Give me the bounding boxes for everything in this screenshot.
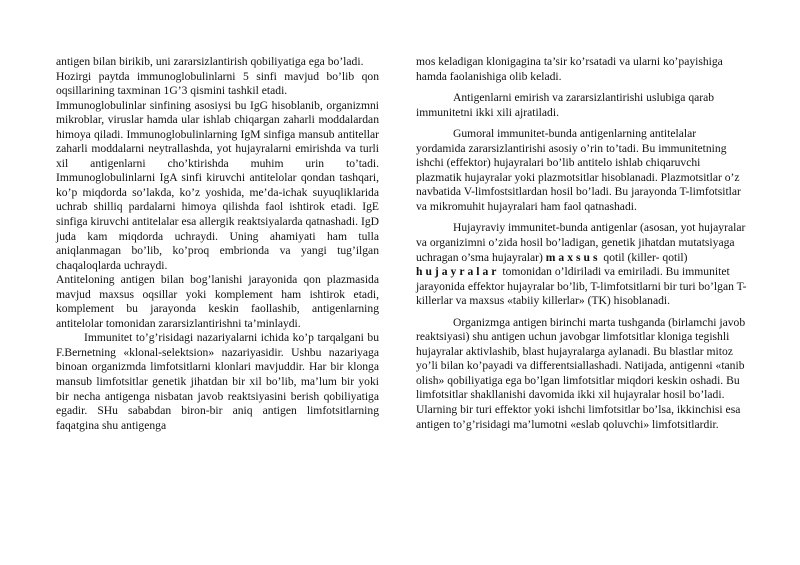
left-paragraph-4: Antiteloning antigen bilan bog’lanishi jarayonida qon plazmasida mavjud maxsus oqsillar yoki komplement ham ishtirok etadi, komplement bu jarayonda keskin faollashib, antigenlarning antitelolar tomonidan zararsizlantirishni ta’minlaydi. xyxy=(56,273,379,330)
left-paragraph-5: Immunitet to’g’risidagi nazariyalarni ichida ko’p tarqalgani bu F.Bernetning «klonal-selektsion» nazariyasidir. Ushbu nazariyaga binoan organizmda limfotsitlarni klonlari mavjuddir. Har bir klonga mansub limfotsitlar genetik jihatdan bir xil bo’lib, ma’lum bir yoki bir necha antigenga nisbatan javob reaktsiyasini berish qobiliyatiga egadir. SHu sababdan biron-bir aniq antigen limfotsitlarning faqatgina shu antigenga xyxy=(56,331,379,432)
right-paragraph-2: Antigenlarni emirish va zararsizlantirishi uslubiga qarab immunitetni ikki xili ajratiladi. xyxy=(416,91,715,119)
right-paragraph-4-part-a: Hujayraviy immunitet-bunda antigenlar (asosan, yot hujayralar va organizimni o’zida hosil bo’ladigan, genetik jihatdan mutatsiyaga uchragan o’sma hujayralar) xyxy=(416,221,746,264)
right-paragraph-4-part-e: tomonidan o’ldiriladi va emiriladi. Bu immunitet jarayonida effektor hujayralar bo’lib, T-limfotsitlarni bir turi bo’lgan T-killerlar va maxsus «tabiiy killerlar» (TK) hisoblanadi. xyxy=(416,265,747,308)
right-paragraph-3: Gumoral immunitet-bunda antigenlarning antitelalar yordamida zararsizlantirishi asosiy o’rin to’tadi. Bu immunitetning ishchi (effektor) hujayralari bo’lib antitelo ishlab chiqaruvchi plazmatik hujayralar yoki plazmotsitlar hisoblanadi. Plazmotsitlar o’z navbatida V-limfostsitlardan hosil bo’ladi. Bu jarayonda T-limfotsitlar va mikromuhit hujayralari ham faol qatnashadi. xyxy=(416,127,741,213)
spaced-term-hujayralar: hujayralar xyxy=(416,265,500,279)
left-paragraph-2: Hozirgi paytda immunoglobulinlarni 5 sinfi mavjud bo’lib qon oqsillarining taxminan 1G’3 qismini tashkil etadi. xyxy=(56,69,379,98)
right-paragraph-4-part-c: qotil (killer- qotil) xyxy=(603,250,688,264)
right-column xyxy=(416,55,747,432)
left-paragraph-1: antigen bilan birikib, uni zararsizlantirish qobiliyatiga ega bo’ladi. xyxy=(56,55,364,68)
left-column xyxy=(56,55,379,433)
right-paragraph-4 xyxy=(416,221,747,308)
right-paragraph-1: mos keladigan klonigagina ta’sir ko’rsatadi va ularni ko’payishiga hamda faolanishiga olib keladi. xyxy=(416,55,723,83)
spaced-term-maxsus: maxsus xyxy=(545,250,601,264)
left-paragraph-3: Immunoglobulinlar sinfining asosiysi bu IgG hisoblanib, organizmni mikroblar, viruslar hamda ular ishlab chiqargan zaharli moddalardan himoya qiladi. Immunoglobulinlarning IgM sinfiga mansub antitellar zaharli moddalarni neytrallashda, yot hujayralarni emirishda va turli xil antigenlarni cho’ktirishda muhim urin to’tadi. Immunoglobulinlarni IgA sinfi kiruvchi antitelolar qondan tashqari, ko’p miqdorda so’lakda, ko’z yoshida, me’da-ichak suyuqliklarida uchrab shilliq pardalarni himoya qilishda faol ishtirok etadi. IgE sinfiga kiruvchi antitelalar esa allergik reaktsiyalarda qatnashadi. IgD juda kam miqdorda uchraydi. Uning ahamiyati ham tulla aniqlanmagan bo’lib, ko’proq embrionda va yangi tug’ilgan chaqaloqlarda uchraydi. xyxy=(56,98,379,272)
right-paragraph-5: Organizmga antigen birinchi marta tushganda (birlamchi javob reaktsiyasi) shu antigen uchun javobgar limfotsitlar kloniga tegishli hujayralar aktivlashib, blast hujayralarga aylanadi. Bu blastlar mitoz yo’li bilan ko’payadi va differentsiallashadi. Natijada, antigenni «tanib olish» qobiliyatiga ega bo’lgan limfotsitlar miqdori keskin oshadi. Bu limfotsitlar shakllanishi davomida ikki xil hujayralar hosil bo’ladi. Ularning bir turi effektor yoki ishchi limfotsitlar bo’lsa, ikkinchisi esa antigen to’g’risidagi ma’lumotni «eslab qoluvchi» limfotsitlardir. xyxy=(416,315,746,431)
